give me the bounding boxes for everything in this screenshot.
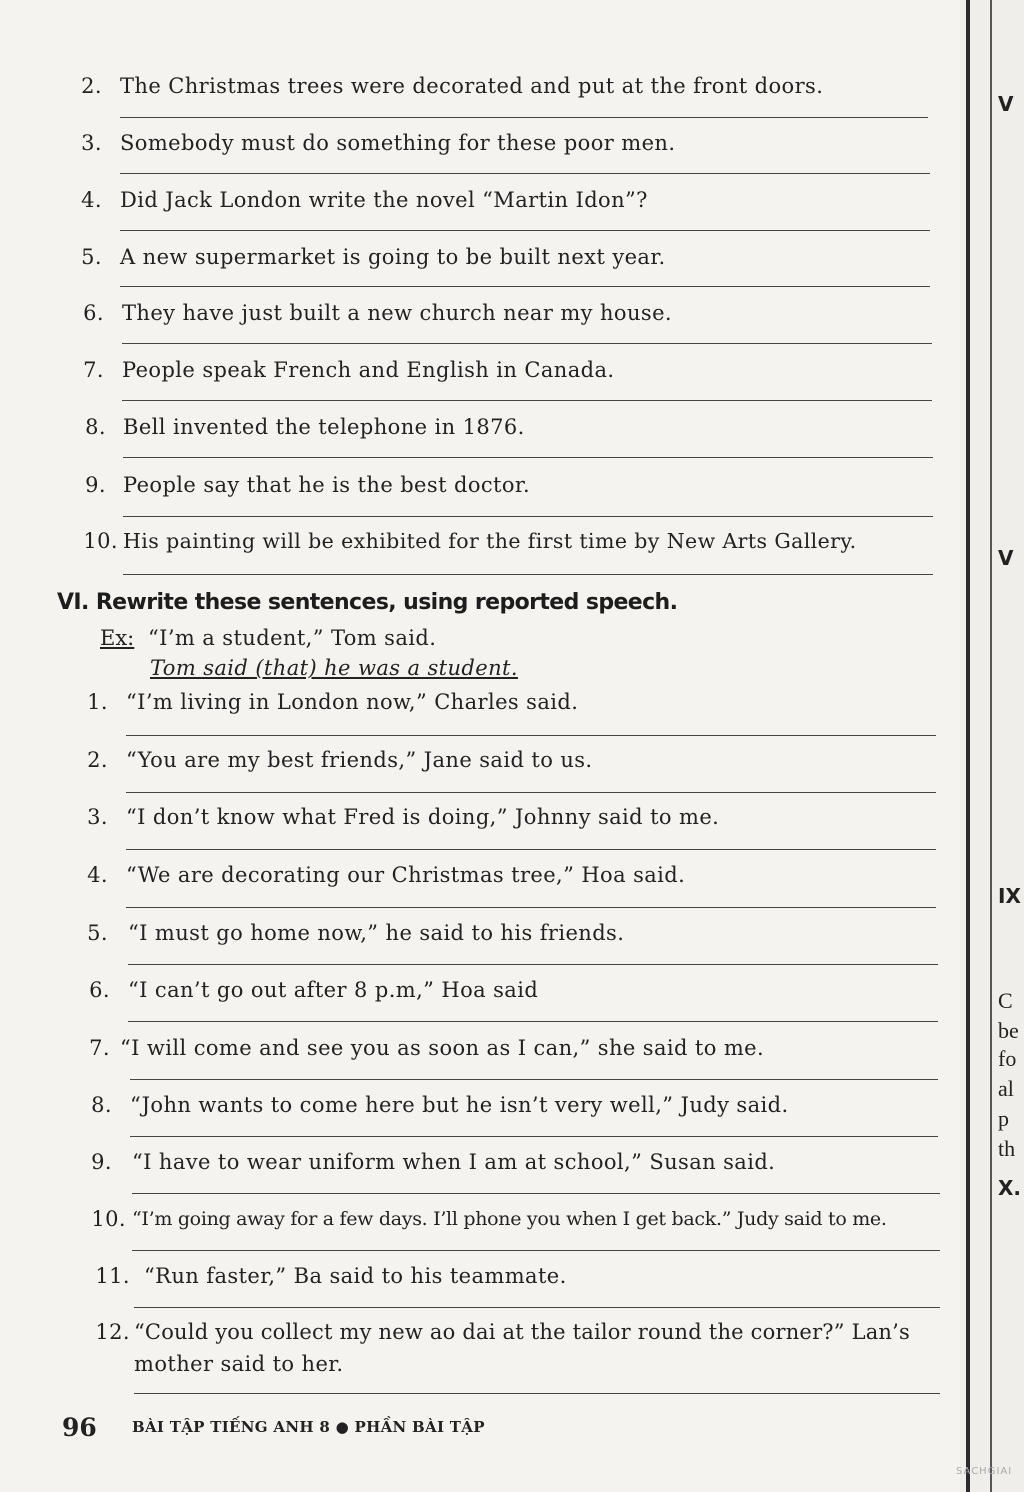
item-number: 7. bbox=[89, 1036, 110, 1060]
edge-fragment: C bbox=[998, 988, 1013, 1013]
section-heading: VI. Rewrite these sentences, using reported speech. bbox=[57, 590, 678, 615]
edge-fragment: X. bbox=[998, 1176, 1022, 1200]
edge-fragment: IX bbox=[998, 884, 1021, 908]
item-number: 9. bbox=[91, 1150, 112, 1174]
answer-line bbox=[134, 1393, 940, 1394]
answer-line bbox=[126, 907, 936, 908]
item-number: 8. bbox=[91, 1093, 112, 1117]
edge-fragment: be bbox=[998, 1018, 1019, 1043]
answer-line bbox=[130, 1079, 938, 1080]
item-text: “I have to wear uniform when I am at school,” Susan said. bbox=[132, 1150, 776, 1174]
item-text: “John wants to come here but he isn’t very well,” Judy said. bbox=[130, 1093, 789, 1117]
example-answer: Tom said (that) he was a student. bbox=[150, 656, 518, 680]
item-text: mother said to her. bbox=[134, 1352, 344, 1376]
item-number: 7. bbox=[83, 358, 104, 382]
item-text: Did Jack London write the novel “Martin Idon”? bbox=[120, 188, 648, 212]
item-text: People say that he is the best doctor. bbox=[123, 473, 531, 497]
answer-line bbox=[123, 516, 933, 517]
example-question: “I’m a student,” Tom said. bbox=[148, 626, 437, 650]
answer-line bbox=[126, 735, 936, 736]
answer-line bbox=[132, 1193, 940, 1194]
adjacent-page-border bbox=[990, 0, 992, 1492]
answer-line bbox=[128, 1021, 938, 1022]
item-number: 2. bbox=[87, 748, 108, 772]
answer-line bbox=[122, 400, 932, 401]
item-text: “I will come and see you as soon as I can,” she said to me. bbox=[120, 1036, 765, 1060]
book-binding bbox=[966, 0, 970, 1492]
item-text: “I don’t know what Fred is doing,” Johnny said to me. bbox=[126, 805, 720, 829]
item-number: 2. bbox=[81, 74, 102, 98]
item-text: “I’m living in London now,” Charles said. bbox=[126, 690, 579, 714]
item-number: 10. bbox=[91, 1207, 126, 1231]
page-number: 96 bbox=[62, 1413, 97, 1442]
item-number: 3. bbox=[87, 805, 108, 829]
item-number: 4. bbox=[87, 863, 108, 887]
item-number: 10. bbox=[83, 529, 118, 553]
item-text: His painting will be exhibited for the first time by New Arts Gallery. bbox=[123, 529, 857, 553]
answer-line bbox=[123, 457, 933, 458]
item-text: Somebody must do something for these poor men. bbox=[120, 131, 676, 155]
answer-line bbox=[126, 849, 936, 850]
item-number: 8. bbox=[85, 415, 106, 439]
item-number: 5. bbox=[87, 921, 108, 945]
item-text: “We are decorating our Christmas tree,” Hoa said. bbox=[126, 863, 686, 887]
item-number: 11. bbox=[95, 1264, 130, 1288]
item-text: “I can’t go out after 8 p.m,” Hoa said bbox=[128, 978, 539, 1002]
example-label: Ex: bbox=[100, 626, 135, 650]
item-text: “I must go home now,” he said to his friends. bbox=[128, 921, 625, 945]
answer-line bbox=[130, 1136, 938, 1137]
item-text: People speak French and English in Canada. bbox=[122, 358, 615, 382]
item-text: The Christmas trees were decorated and put at the front doors. bbox=[120, 74, 824, 98]
item-number: 4. bbox=[81, 188, 102, 212]
answer-line bbox=[120, 286, 930, 287]
item-text: “I’m going away for a few days. I’ll phone you when I get back.” Judy said to me. bbox=[132, 1208, 887, 1230]
answer-line bbox=[126, 792, 936, 793]
edge-fragment: al bbox=[998, 1076, 1014, 1101]
item-number: 9. bbox=[85, 473, 106, 497]
answer-line bbox=[132, 1250, 940, 1251]
book-title: BÀI TẬP TIẾNG ANH 8 ● PHẦN BÀI TẬP bbox=[132, 1418, 485, 1436]
item-text: “Run faster,” Ba said to his teammate. bbox=[144, 1264, 567, 1288]
edge-fragment: fo bbox=[998, 1046, 1017, 1071]
item-text: They have just built a new church near my house. bbox=[122, 301, 672, 325]
item-number: 1. bbox=[87, 690, 108, 714]
answer-line bbox=[134, 1307, 940, 1308]
answer-line bbox=[123, 574, 933, 575]
item-number: 3. bbox=[81, 131, 102, 155]
item-text: A new supermarket is going to be built next year. bbox=[120, 245, 666, 269]
item-text: “Could you collect my new ao dai at the tailor round the corner?” Lan’s bbox=[134, 1320, 911, 1344]
item-text: “You are my best friends,” Jane said to us. bbox=[126, 748, 593, 772]
answer-line bbox=[120, 117, 928, 118]
answer-line bbox=[120, 230, 930, 231]
edge-fragment: th bbox=[998, 1136, 1016, 1161]
item-number: 6. bbox=[83, 301, 104, 325]
item-number: 12. bbox=[95, 1320, 130, 1344]
watermark: SACHGIAI bbox=[956, 1466, 1013, 1477]
edge-fragment: V bbox=[998, 546, 1014, 570]
edge-fragment: V bbox=[998, 92, 1014, 116]
answer-line bbox=[128, 964, 938, 965]
answer-line bbox=[122, 343, 932, 344]
item-text: Bell invented the telephone in 1876. bbox=[123, 415, 525, 439]
item-number: 5. bbox=[81, 245, 102, 269]
answer-line bbox=[120, 173, 930, 174]
edge-fragment: p bbox=[998, 1106, 1009, 1131]
item-number: 6. bbox=[89, 978, 110, 1002]
